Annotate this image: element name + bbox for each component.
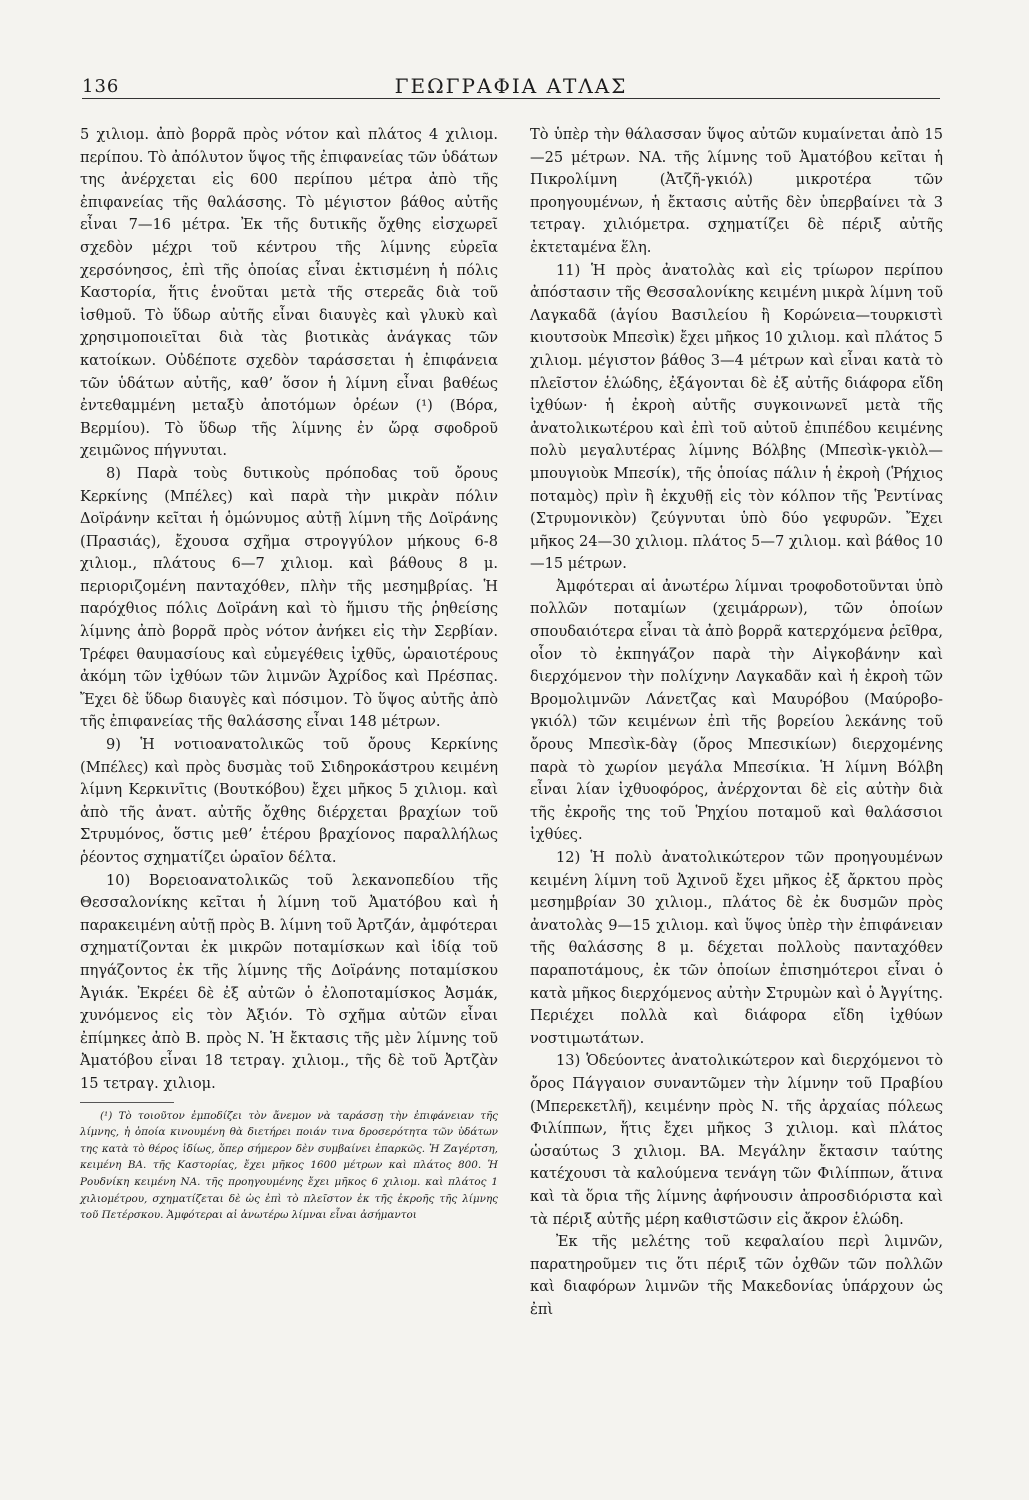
page-header	[82, 72, 940, 102]
paragraph-conclusion: Ἐκ τῆς μελέτης τοῦ κεφαλαίου περὶ λιμνῶν, παρατηροῦμεν τις ὅτι πέριξ τῶν ὀχθῶν τῶν πολλῶν καὶ διαφόρων λιμνῶν τῆς Μακεδονίας ὑπάρχουν ὡς ἐπὶ	[530, 1233, 943, 1318]
left-column	[80, 124, 498, 1224]
header-rule	[82, 98, 940, 99]
paragraph-lake-langadas: 11) Ἡ πρὸς ἀνατολὰς καὶ εἰς τρίωρον περίπου ἀπόστασιν τῆς Θεσσαλονίκης κειμένη μικρὰ λίμνη τοῦ Λαγκαδᾶ (ἁγίου Βασιλείου ἢ Κορώνεια—τουρκιστὶ κιουτσοὺκ Μπεσὶκ) ἔχει μῆκος 10 χιλιομ. καὶ πλάτος 5 χιλιομ. μέγιστον βάθος 3—4 μέτρων καὶ εἶναι κατὰ τὸ πλεῖστον ἑλώδης, ἐξάγονται δὲ ἐξ αὐτῆς διάφορα εἴδη ἰχθύων· ἡ ἐκροὴ αὐτῆς συγκοινωνεῖ μετὰ τῆς ἀνατολικωτέρου καὶ ἐπὶ τοῦ αὐτοῦ ἐπιπέδου κειμένης πολὺ μεγαλυτέρας λίμνης Βόλβης (Μπεσὶκ-γκιὸλ—μπουγιοὺκ Μπεσίκ), τῆς ὁποίας πάλιν ἡ ἐκροὴ (Ῥήχιος ποταμὸς) πρὶν ἢ ἐκχυθῇ εἰς τὸν κόλπον τῆς Ῥεντίνας (Στρυμονικὸν) ζεύγνυται ὑπὸ δύο γεφυρῶν. Ἔχει μῆκος 24—30 χιλιομ. πλάτος 5—7 χιλιομ. καὶ βάθος 10—15 μέτρων.	[530, 261, 943, 573]
paragraph-pikrolimni: Τὸ ὑπὲρ τὴν θάλασσαν ὕψος αὐτῶν κυμαίνεται ἀπὸ 15—25 μέτρων. ΝΑ. τῆς λίμνης τοῦ Ἀματόβου κεῖται ἡ Πικρολίμνη (Ἀτζῆ-γκιόλ) μικροτέρα τῶν προηγουμένων, ἡ ἔκτασις αὐτῆς δὲν ὑπερβαίνει τὰ 3 τετραγ. χιλιόμετρα. σχηματίζει δὲ πέριξ αὐτῆς ἐκτεταμένα ἕλη.	[530, 126, 943, 256]
right-column	[530, 124, 943, 1321]
paragraph-lake-kerkinitis: 9) Ἡ νοτιοανατολικῶς τοῦ ὄρους Κερκίνης (Μπέλες) καὶ πρὸς δυσμὰς τοῦ Σιδηροκάστρου κειμένη λίμνη Κερκινῖτις (Βουτκόβου) ἔχει μῆκος 5 χιλιομ. καὶ ἀπὸ τῆς ἀνατ. αὐτῆς ὄχθης διέρχεται βραχίων τοῦ Στρυμόνος, ὅστις μεθ’ ἑτέρου βραχίονος παραλλήλως ῥέοντος σχηματίζει ὡραῖον δέλτα.	[80, 736, 498, 866]
running-title: ΓΕΩΓΡΑΦΙΑ ΑΤΛΑΣ	[394, 74, 628, 98]
paragraph-lake-achinos: 12) Ἡ πολὺ ἀνατολικώτερον τῶν προηγουμένων κειμένη λίμνη τοῦ Ἀχινοῦ ἔχει μῆκος ἐξ ἄρκτου πρὸς μεσημβρίαν 30 χιλιομ., πλάτος δὲ ἐκ δυσμῶν πρὸς ἀνατολὰς 9—15 χιλιομ. καὶ ὕψος ὑπὲρ τὴν ἐπιφάνειαν τῆς θαλάσσης 8 μ. δέχεται πολλοὺς πανταχόθεν παραποτάμους, ἐκ τῶν ὁποίων ἐπισημότεροι εἶναι ὁ κατὰ μῆκος διερχόμενος αὐτὴν Στρυμὼν καὶ ὁ Ἀγγίτης. Περιέχει πολλὰ καὶ διάφορα εἴδη ἰχθύων νοστιμωτάτων.	[530, 849, 943, 1047]
footnote-rule	[80, 1102, 174, 1103]
paragraph-lake-doirani: 8) Παρὰ τοὺς δυτικοὺς πρόποδας τοῦ ὄρους Κερκίνης (Μπέλες) καὶ παρὰ τὴν μικρὰν πόλιν Δοϊράνην κεῖται ἡ ὁμώνυμος αὐτῇ λίμνη τῆς Δοϊράνης (Πρασιάς), ἔχουσα σχῆμα στρογγύλον μήκους 6-8 χιλιομ., πλάτους 6—7 χιλιομ. καὶ βάθους 8 μ. περιοριζομένη πανταχόθεν, πλὴν τῆς μεσημβρίας. Ἡ παρόχθιος πόλις Δοϊράνη καὶ τὸ ἥμισυ τῆς ῥηθείσης λίμνης ἀπὸ βορρᾶ πρὸς νότον ἀνήκει εἰς τὴν Σερβίαν. Τρέφει θαυμασίους καὶ εὐμεγέθεις ἰχθῦς, ὡραιοτέρους ἀκόμη τῶν ἰχθύων τῶν λιμνῶν Ἀχρίδος καὶ Πρέσπας. Ἔχει δὲ ὕδωρ διαυγὲς καὶ πόσιμον. Τὸ ὕψος αὐτῆς ἀπὸ τῆς ἐπιφανείας τῆς θαλάσσης εἶναι 148 μέτρων.	[80, 464, 498, 731]
paragraph-feeding-rivers: Ἀμφότεραι αἱ ἀνωτέρω λίμναι τροφοδοτοῦνται ὑπὸ πολλῶν ποταμίων (χειμάρρων), τῶν ὁποίων σπουδαιότερα εἶναι τὰ ἀπὸ βορρᾶ κατερχόμενα ῥεῖθρα, οἷον τὸ ἐκπηγάζον παρὰ τὴν Αἰγκοβάνην καὶ διερχόμενον τὴν πολίχνην Λαγκαδᾶν καὶ ἡ ἐκροὴ τῶν Βρομολιμνῶν Λάνετζας καὶ Μαυρόβου (Μαύροβο-γκιόλ) τῶν κειμένων ἐπὶ τῆς βορείου λεκάνης τοῦ ὄρους Μπεσὶκ-δὰγ (ὄρος Μπεσικίων) διερχομένης παρὰ τὸ χωρίον μεγάλα Μπεσίκια. Ἡ λίμνη Βόλβη εἶναι λίαν ἰχθυοφόρος, ἀνέρχονται δὲ εἰς αὐτὴν διὰ τῆς ἐκροῆς της τοῦ Ῥηχίου ποταμοῦ καὶ θαλάσσιοι ἰχθύες.	[530, 577, 943, 844]
paragraph-lake-pravi: 13) Ὁδεύοντες ἀνατολικώτερον καὶ διερχόμενοι τὸ ὄρος Πάγγαιον συναντῶμεν τὴν λίμνην τοῦ Πραβίου (Μπερεκετλῆ), κειμένην πρὸς Ν. τῆς ἀρχαίας πόλεως Φιλίππων, ἥτις ἔχει μῆκος 3 χιλιομ. καὶ πλάτος ὡσαύτως 3 χιλιομ. ΒΑ. Μεγάλην ἔκτασιν ταύτης κατέχουσι τὰ καλούμενα τενάγη τῶν Φιλίππων, ἅτινα καὶ τὰ ὅρια τῆς λίμνης ἀφήνουσιν ἀπροσδιόριστα καὶ τὰ πέριξ αὐτῆς μέρη καθιστῶσιν εἰς ἄκρον ἑλώδη.	[530, 1052, 943, 1228]
paragraph-lakes-amatovo-artzan: 10) Βορειοανατολικῶς τοῦ λεκανοπεδίου τῆς Θεσσαλονίκης κεῖται ἡ λίμνη τοῦ Ἀματόβου καὶ ἡ παρακειμένη αὐτῇ πρὸς Β. λίμνη τοῦ Ἀρτζάν, ἀμφότεραι σχηματίζονται ἐκ μικρῶν ποταμίσκων καὶ ἰδίᾳ τοῦ πηγάζοντος ἐκ τῆς λίμνης τῆς Δοϊράνης ποταμίσκου Ἀγιάκ. Ἐκρέει δὲ ἐξ αὐτῶν ὁ ἐλοποταμίσκος Ἀσμάκ, χυνόμενος εἰς τὸν Ἀξιόν. Τὸ σχῆμα αὐτῶν εἶναι ἐπίμηκες ἀπὸ Β. πρὸς Ν. Ἡ ἔκτασις τῆς μὲν λίμνης τοῦ Ἀματόβου εἶναι 18 τετραγ. χιλιομ., τῆς δὲ τοῦ Ἀρτζὰν 15 τετραγ. χιλιομ.	[80, 871, 498, 1092]
page-number: 136	[82, 76, 120, 97]
footnote: (¹) Τὸ τοιοῦτον ἐμποδίζει τὸν ἄνεμον νὰ ταράσσῃ τὴν ἐπιφάνειαν τῆς λίμνης, ἡ ὁποία κινουμένη θὰ διετήρει ποιάν τινα δροσερότητα τῶν ὑδάτων της κατὰ τὸ θέρος ἰδίως, ὅπερ σήμερον δὲν συμβαίνει ἐπαρκῶς. Ἡ Ζαγέρτση, κειμένη ΒΑ. τῆς Καστορίας, ἔχει μῆκος 1600 μέτρων καὶ πλάτος 800. Ἡ Ρουδνίκη κειμένη ΝΑ. τῆς προηγουμένης ἔχει μῆκος 6 χιλιομ. καὶ πλάτος 1 χιλιομέτρου, σχηματίζεται δὲ ὡς ἐπὶ τὸ πλεῖστον ἐκ τῆς ἐκροῆς τῆς λίμνης τοῦ Πετέρσκου. Ἀμφότεραι αἱ ἀνωτέρω λίμναι εἶναι ἀσήμαντοι	[80, 1109, 498, 1222]
paragraph-kastoria-continued: 5 χιλιομ. ἀπὸ βορρᾶ πρὸς νότον καὶ πλάτος 4 χιλιομ. περίπου. Τὸ ἀπόλυτον ὕψος τῆς ἐπιφανείας τῶν ὑδάτων της ἀνέρχεται εἰς 600 περίπου μέτρα ἀπὸ τῆς ἐπιφανείας τῆς θαλάσσης. Τὸ μέγιστον βάθος αὐτῆς εἶναι 7—16 μέτρα. Ἐκ τῆς δυτικῆς ὄχθης εἰσχωρεῖ σχεδὸν μέχρι τοῦ κέντρου τῆς λίμνης εὐρεῖα χερσόνησος, ἐπὶ τῆς ὁποίας εἶναι ἐκτισμένη ἡ πόλις Καστορία, ἥτις ἑνοῦται μετὰ τῆς στερεᾶς διὰ τοῦ ἰσθμοῦ. Τὸ ὕδωρ αὐτῆς εἶναι διαυγὲς καὶ γλυκὺ καὶ χρησιμοποιεῖται διὰ τὰς βιοτικὰς ἀνάγκας τῶν κατοίκων. Οὐδέποτε σχεδὸν ταράσσεται ἡ ἐπιφάνεια τῶν ὑδάτων αὐτῆς, καθ’ ὅσον ἡ λίμνη εἶναι βαθέως ἐντεθαμμένη μεταξὺ ἀποτόμων ὀρέων (¹) (Βόρα, Βερμίου). Τὸ ὕδωρ τῆς λίμνης ἐν ὥρᾳ σφοδροῦ χειμῶνος πήγνυται.	[80, 126, 498, 460]
